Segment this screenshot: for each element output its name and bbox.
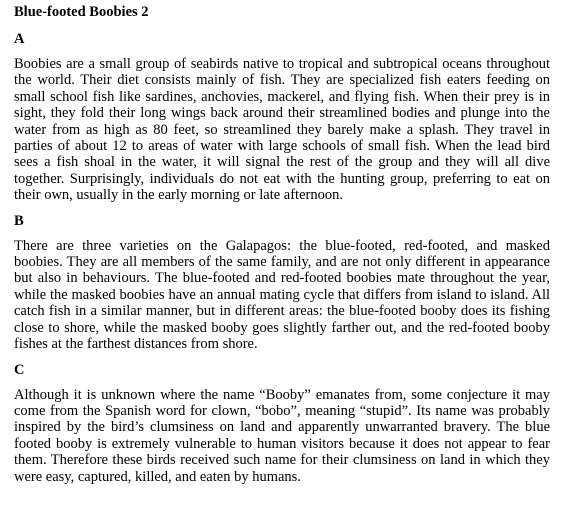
section-c [14,362,550,485]
section-a-paragraph: Boobies are a small group of seabirds native to tropical and subtropical oceans throughout the world. Their diet consists mainly of fish. They are specialized fish eaters feeding on small school fish like sardines, anchovies, mackerel, and flying fish. When their prey is in sight, they fold their long wings back around their streamlined bodies and plunge into the water from as high as 80 feet, so streamlined they barely make a splash. They travel in parties of about 12 to areas of water with large schools of small fish. When the lead bird sees a fish shoal in the water, it will signal the rest of the group and they will all dive together. Surprisingly, individuals do not eat with the hunting group, preferring to eat on their own, usually in the early morning or late afternoon. [14,56,550,204]
section-b-paragraph: There are three varieties on the Galapagos: the blue-footed, red-footed, and masked boobies. They are all members of the same family, and are not only different in appearance but also in behaviours. The blue-footed and red-footed boobies mate throughout the year, while the masked boobies have an annual mating cycle that differs from island to island. All catch fish in a similar manner, but in different areas: the blue-footed booby does its fishing close to shore, while the masked booby goes slightly farther out, and the red-footed booby fishes at the farthest distances from shore. [14,237,550,353]
section-b [14,213,550,353]
document-title: Blue-footed Boobies 2 [14,4,149,20]
section-a [14,31,550,204]
section-a-heading: A [14,31,25,47]
section-c-heading: C [14,361,25,378]
section-c-paragraph: Although it is unknown where the name “Booby” emanates from, some conjecture it may come from the Spanish word for clown, “bobo”, meaning “stupid”. Its name was probably inspired by the bird’s clumsiness on land and apparently unwarranted bravery. The blue footed booby is extremely vulnerable to human visitors because it does not appear to fear them. Therefore these birds received such name for their clumsiness on land in which they were easy, captured, killed, and eaten by humans. [14,386,550,485]
section-b-heading: B [14,212,24,229]
